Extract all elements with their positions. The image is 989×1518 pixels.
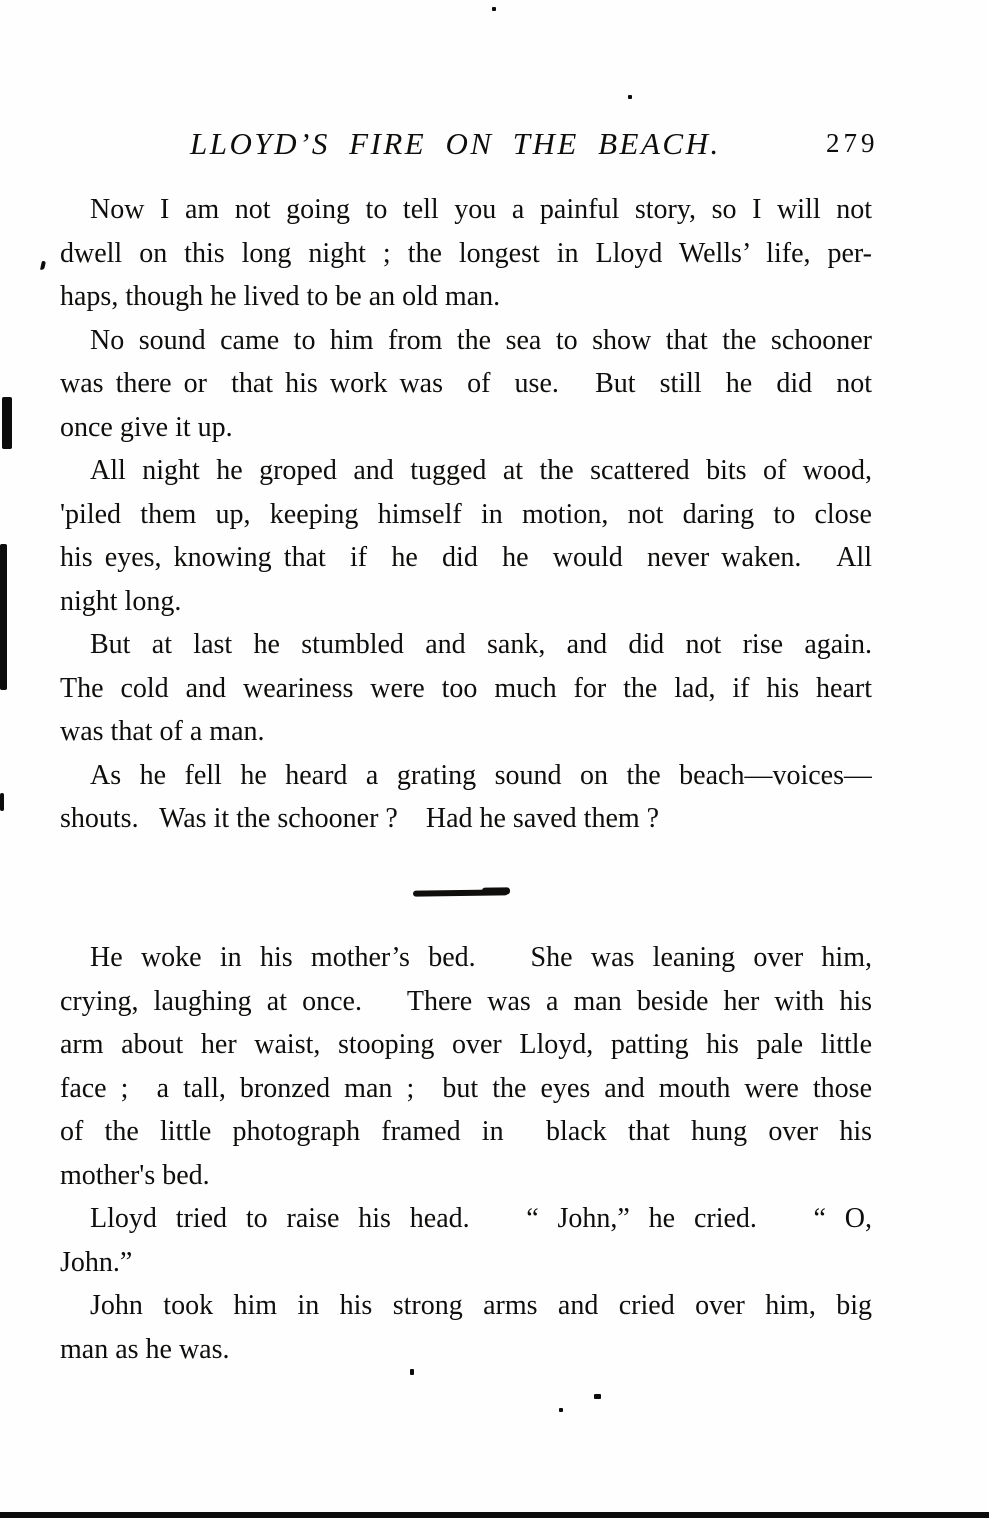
scan-artifact-left-margin-mark	[0, 544, 7, 690]
body-text-section-2	[60, 936, 872, 1371]
text-line: arm about her waist, stooping over Lloyd, patting his pale little	[60, 1029, 872, 1060]
text-line: dwell on this long night ; the longest in Lloyd Wells’ life, per-	[60, 237, 872, 269]
text-line: night long.	[60, 585, 182, 617]
text-line: But at last he stumbled and sank, and did not rise again.	[90, 629, 872, 660]
text-line: He woke in his mother’s bed. She was leaning over him,	[90, 942, 872, 973]
text-line: haps, though he lived to be an old man.	[60, 281, 501, 312]
text-line: As he fell he heard a grating sound on the beach—voices—	[90, 759, 872, 791]
text-line: John.”	[60, 1246, 133, 1278]
scan-artifact-bottom-edge	[0, 1512, 989, 1518]
scan-artifact-speck	[559, 1408, 563, 1412]
text-line: No sound came to him from the sea to show that the schooner	[90, 324, 872, 356]
text-line: once give it up.	[60, 411, 233, 443]
text-line: his eyes, knowing that if he did he would never waken. All	[60, 542, 872, 573]
text-line: of the little photograph framed in black that hung over his	[60, 1116, 872, 1147]
text-line: Now I am not going to tell you a painful story, so I will not	[90, 194, 872, 225]
text-line: man as he was.	[60, 1333, 230, 1365]
text-line: crying, laughing at once. There was a man beside her with his	[60, 985, 872, 1017]
text-line: mother's bed.	[60, 1159, 210, 1191]
text-line: Lloyd tried to raise his head. “ John,” he cried. “ O,	[90, 1203, 872, 1234]
text-line: was that of a man.	[60, 716, 265, 747]
page-title: LLOYD’S FIRE ON THE BEACH.	[190, 126, 721, 161]
scan-artifact-speck	[410, 1369, 414, 1375]
text-line: was there or that his work was of use. But still he did not	[60, 368, 872, 399]
scan-artifact-speck	[628, 95, 632, 99]
text-line: The cold and weariness were too much for the lad, if his heart	[60, 672, 872, 704]
text-line: face ; a tall, bronzed man ; but the eyes and mouth were those	[60, 1072, 872, 1104]
section-divider-rule	[413, 889, 508, 896]
text-line: shouts. Was it the schooner ? Had he saved them ?	[60, 803, 660, 834]
body-text-section-1	[60, 188, 872, 841]
text-line: 'piled them up, keeping himself in motion, not daring to close	[60, 498, 872, 530]
scan-artifact-speck	[40, 261, 46, 271]
scan-artifact-speck	[594, 1394, 601, 1399]
page-number: 279	[826, 128, 879, 158]
scan-artifact-left-margin-mark	[0, 793, 4, 811]
text-line: All night he groped and tugged at the scattered bits of wood,	[90, 455, 872, 486]
text-line: John took him in his strong arms and cried over him, big	[90, 1290, 872, 1321]
scan-artifact-speck	[492, 7, 496, 11]
running-head	[0, 126, 989, 166]
scan-artifact-left-margin-mark	[2, 397, 12, 449]
